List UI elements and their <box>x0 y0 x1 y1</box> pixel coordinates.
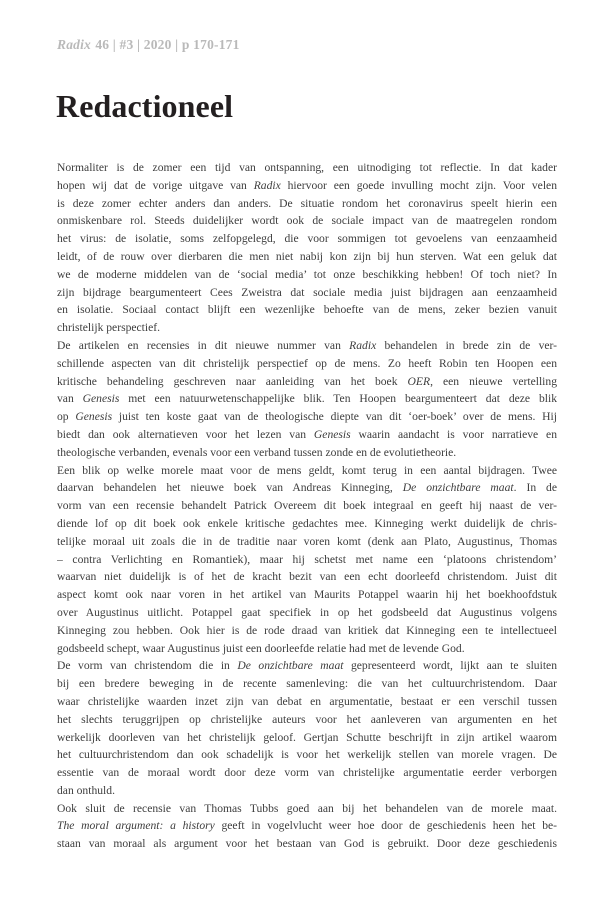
text-line <box>57 212 557 230</box>
text-run: biedt dan ook alternatieven voor het lezen van <box>57 427 314 441</box>
text-line <box>57 408 557 426</box>
text-run: Kinneging zou hebben. Ook hier is de rode draad van kritiek dat Kinneging een te intellectueel <box>57 623 557 637</box>
text-line <box>57 497 557 515</box>
text-run: essentie van de moraal wordt door deze vorm van christelijke argumentatie eerder verborgen <box>57 766 557 780</box>
text-run: . In de <box>513 481 557 495</box>
text-line <box>57 248 557 266</box>
text-line <box>57 764 557 782</box>
italic-text-run: De onzichtbare maat <box>237 659 344 673</box>
text-run: hopen wij dat de vorige uitgave van <box>57 178 254 192</box>
text-line <box>57 479 557 497</box>
text-run: kritische behandeling geschreven naar aanleiding van het boek <box>57 374 408 388</box>
text-line <box>57 835 557 853</box>
text-line <box>57 693 557 711</box>
text-run: Normaliter is de zomer een tijd van ontspanning, een uitnodiging tot reflectie. In dat kader <box>57 161 557 174</box>
text-line <box>57 337 557 355</box>
text-run: christelijk perspectief. <box>57 321 161 335</box>
text-line <box>57 230 557 248</box>
issue-info: 46 | #3 | 2020 | p 170-171 <box>95 37 240 52</box>
text-line <box>57 622 557 640</box>
text-run: en isolatie. Sociaal contact blijft een wezenlijke behoefte van de mens, zeker bezien vanuit <box>57 303 557 317</box>
text-run: het virus: de isolatie, soms zelfopgelegd, die voor sommigen tot gevoelens van eenzaamheid <box>57 232 557 246</box>
text-run: staan van moraal als argument voor het bestaan van God is gebruikt. Door deze geschiedenis <box>57 837 557 851</box>
text-line <box>57 817 557 835</box>
paragraph <box>57 462 557 658</box>
text-line <box>57 373 557 391</box>
italic-text-run: Radix <box>253 178 281 192</box>
text-run: diende lof op dit boek ook enkele kritische gedachtes mee. Kinneging werkt duidelijk de chris- <box>57 516 557 530</box>
text-run: onmiskenbare rol. Steeds duidelijker wordt ook de sociale impact van de maatregelen rondom <box>57 214 557 228</box>
text-run: daarvan behandelen het nieuwe boek van Andreas Kinneging, <box>57 481 403 495</box>
text-run: met een natuurwetenschappelijke blik. Ten Hoopen beargumenteert dat deze blik <box>119 392 557 406</box>
text-line <box>57 746 557 764</box>
paragraph <box>57 657 557 799</box>
text-line <box>57 266 557 284</box>
text-run: aspect komt ook naar voren in het artikel van Maurits Potappel waarin hij het boekhoofdstuk <box>57 588 557 602</box>
text-line <box>57 301 557 319</box>
text-run: bij een bredere beweging in de recente samenleving: die van het cultuurchristendom. Daar <box>57 677 557 691</box>
text-run: vorm van een recensie behandelt Patrick Overeem dit boek integraal en geeft hij naast de ver- <box>57 499 557 513</box>
text-line <box>57 568 557 586</box>
text-line <box>57 800 557 818</box>
text-line <box>57 319 557 337</box>
text-line <box>57 515 557 533</box>
journal-name: Radix <box>57 37 92 52</box>
text-run: werkelijk doorleven van het christelijk geloof. Gertjan Schutte beschrijft in zijn artikel waarom <box>57 730 557 744</box>
italic-text-run: Genesis <box>75 410 113 424</box>
text-run: godsbeeld schept, waar Augustinus juist een doorleefde relatie had met de levende God. <box>57 641 465 655</box>
text-run: waarin aandacht is voor narratieve en <box>350 427 557 441</box>
text-run: van <box>57 392 83 406</box>
text-run: het cultuurchristendom dan ook schadelijk is voor het werkelijk stellen van morele vragen. De <box>57 748 557 762</box>
italic-text-run: The moral argument: a history <box>57 819 215 833</box>
page-title: Redactioneel <box>56 88 234 124</box>
paragraph <box>57 800 557 853</box>
text-run: waarvan niet duidelijk is of het de kracht bezit van een echt doorleefd christendom. Juist dit <box>57 570 557 584</box>
text-line <box>57 675 557 693</box>
text-run: dan onthuld. <box>57 783 115 797</box>
text-run: geeft in vogelvlucht weer hoe door de geschiedenis heen het be- <box>214 819 557 833</box>
text-line <box>57 426 557 444</box>
italic-text-run: Radix <box>349 338 377 352</box>
text-line <box>57 782 557 800</box>
paragraph <box>57 337 557 462</box>
text-run: hiervoor een goede invulling mocht zijn. Voor velen <box>280 178 557 192</box>
text-run: waar christelijke waarden inzet zijn van debat en argumentatie, bestaat er een verschil tussen <box>57 694 557 708</box>
page-header <box>57 37 240 53</box>
text-run: behandelen in brede zin de ver- <box>376 338 557 352</box>
text-line <box>57 177 557 195</box>
text-line <box>57 462 557 480</box>
text-run: op <box>57 410 76 424</box>
paragraph <box>57 159 557 337</box>
text-run: zijn bijdrage beargumenteert Cees Zweistra dat sociale media juist bijdragen aan eenzaamheid <box>57 285 557 299</box>
text-line <box>57 444 557 462</box>
text-run: theologische verbanden, evenals voor een verband tussen zonde en de evolutietheorie. <box>57 445 457 459</box>
text-run: over Augustinus uitlicht. Potappel gaat specifiek in op het godsbeeld dat Augustinus volgens <box>57 605 557 619</box>
text-line <box>57 159 557 177</box>
text-line <box>57 586 557 604</box>
text-run: juist ten koste gaat van de theologische diepte van dit ‘oer-boek’ over de mens. Hij <box>112 410 557 424</box>
text-line <box>57 284 557 302</box>
text-run: De artikelen en recensies in dit nieuwe nummer van <box>57 338 350 352</box>
text-line <box>57 533 557 551</box>
text-run: – contra Verlichting en Romantiek), maar hij schetst met name een ‘platoons christendom’ <box>57 552 557 566</box>
text-run: , een nieuwe vertelling <box>430 374 557 388</box>
text-line <box>57 711 557 729</box>
text-run: gepresenteerd wordt, lijkt aan te sluiten <box>343 659 557 673</box>
text-run: De vorm van christendom die in <box>57 659 238 673</box>
italic-text-run: De onzichtbare maat <box>402 481 514 495</box>
text-run: het slechts teruggrijpen op christelijke auteurs voor het aanleveren van argumenten en het <box>57 712 557 726</box>
text-run: telijke moraal uit zoals die in de traditie naar voren komt (denk aan Plato, Augustinus, Thomas <box>57 534 557 548</box>
text-run: schillende aspecten van dit christelijk perspectief op de mens. Zo heeft Robin ten Hoopen een <box>57 356 557 370</box>
text-line <box>57 640 557 658</box>
text-line <box>57 657 557 675</box>
text-line <box>57 551 557 569</box>
text-run: is deze zomer echter anders dan anders. De situatie rondom het coronavirus speelt hierin een <box>57 196 557 210</box>
italic-text-run: Genesis <box>82 392 120 406</box>
text-run: we de moderne middelen van de ‘social media’ tot onze beschikking hebben! Of toch niet? In <box>57 267 557 281</box>
italic-text-run: Genesis <box>313 427 351 441</box>
text-line <box>57 729 557 747</box>
article-body <box>57 159 557 853</box>
text-run: Ook sluit de recensie van Thomas Tubbs goed aan bij het behandelen van de morele maat. <box>57 801 557 815</box>
italic-text-run: OER <box>407 374 431 388</box>
text-line <box>57 604 557 622</box>
text-line <box>57 355 557 373</box>
text-line <box>57 390 557 408</box>
text-line <box>57 195 557 213</box>
text-run: Een blik op welke morele maat voor de mens geldt, komt terug in een aantal bijdragen. Twee <box>57 463 557 477</box>
text-run: leidt, of de rouw over dierbaren die men niet nabij kon zijn bij hun sterven. Wat een geluk dat <box>57 249 557 263</box>
